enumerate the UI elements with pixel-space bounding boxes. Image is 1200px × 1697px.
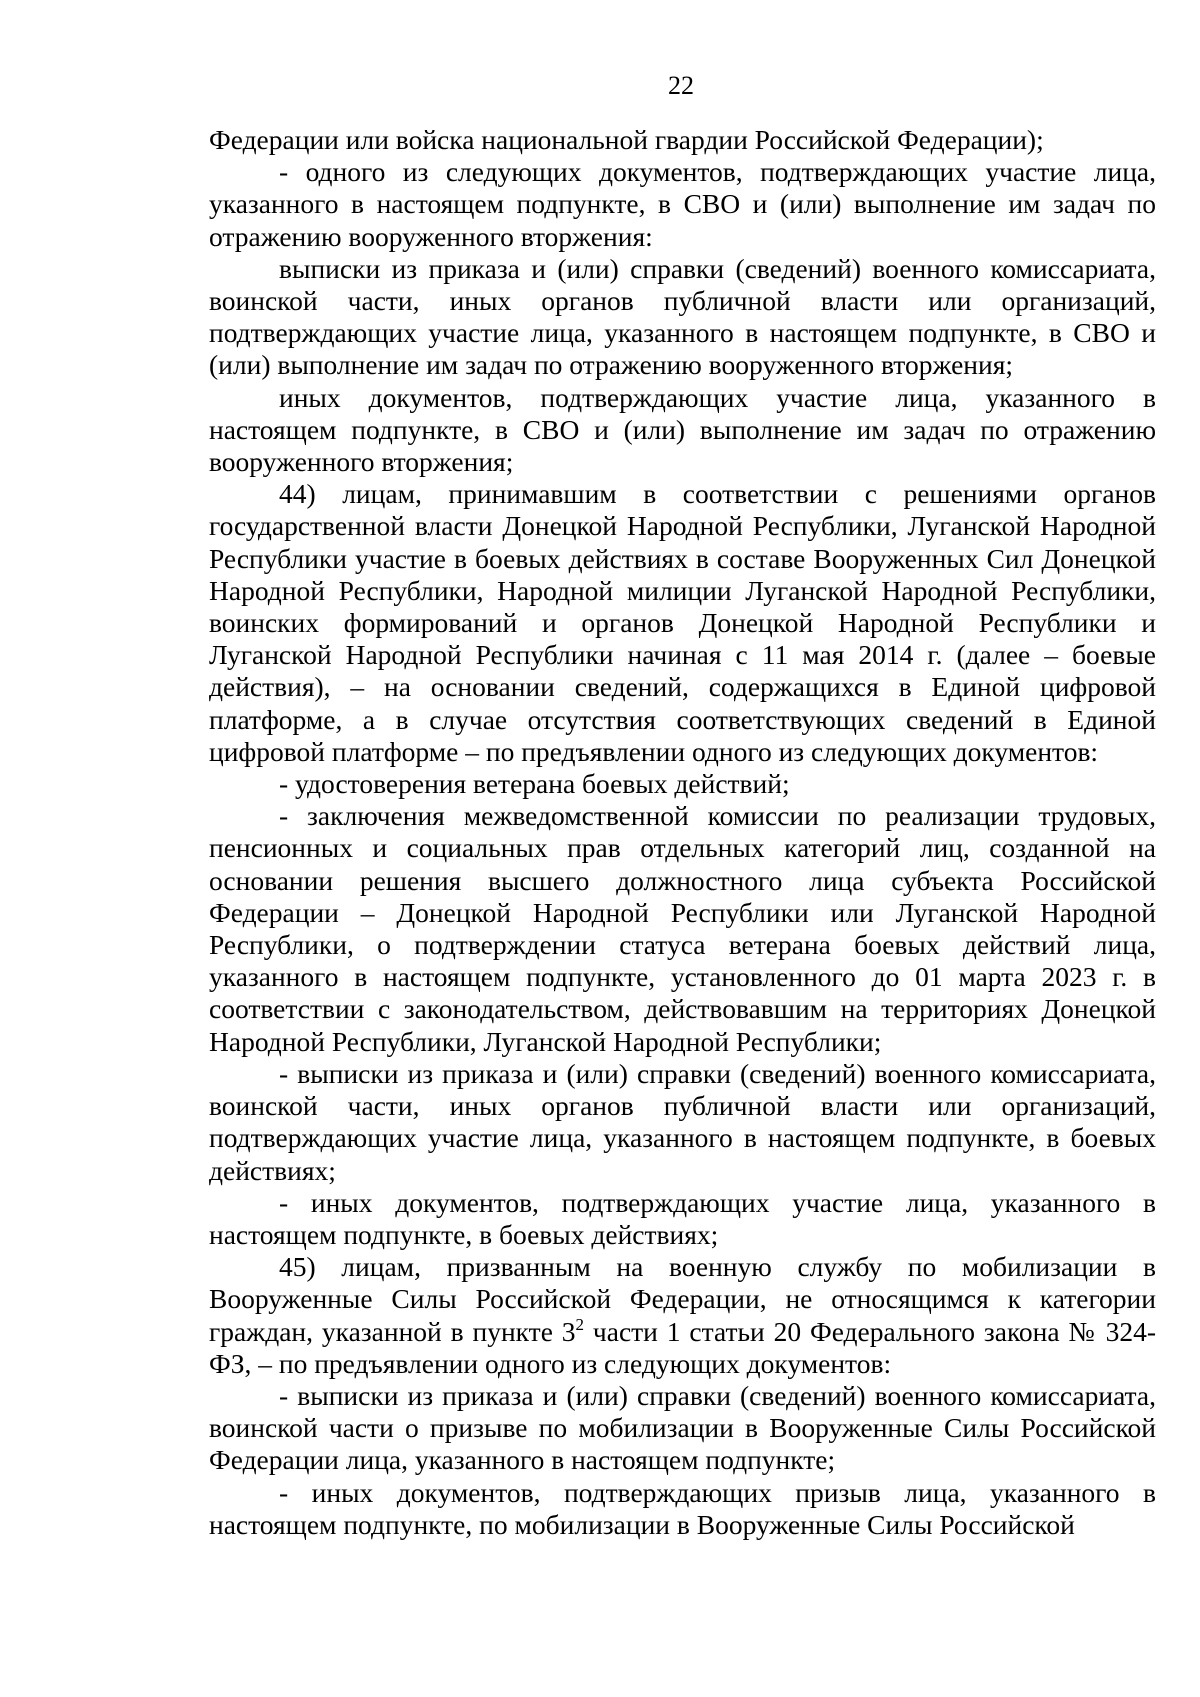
item-45-text-after: части 1 статьи 20 Федерального закона № 324-ФЗ, – по предъявлении одного из следующих документов: xyxy=(209,1315,1156,1379)
paragraph-other-documents-mobilization: - иных документов, подтверждающих призыв лица, указанного в настоящем подпункте, по мобилизации в Вооруженные Силы Российской xyxy=(209,1476,1156,1540)
document-body xyxy=(209,124,1156,1541)
page-number: 22 xyxy=(668,71,694,100)
paragraph-commission-conclusion: - заключения межведомственной комиссии по реализации трудовых, пенсионных и социальных прав отдельных категорий лиц, созданной на основании решения высшего должностного лица субъекта Российской Федерации – Донецкой Народной Республики или Луганской Народной Республики, о подтверждении статуса ветерана боевых действий лица, указанного в настоящем подпункте, установленного до 01 марта 2023 г. в соответствии с законодательством, действовавшим на территориях Донецкой Народной Республики, Луганской Народной Республики; xyxy=(209,800,1156,1057)
item-45-text-before: 45) лицам, призванным на военную службу по мобилизации в Вооруженные Силы Российской Федерации, не относящимся к категории граждан, указанной в пункте 3 xyxy=(209,1251,1156,1347)
paragraph-other-documents-combat: - иных документов, подтверждающих участие лица, указанного в настоящем подпункте, в боевых действиях; xyxy=(209,1186,1156,1250)
paragraph-item-45 xyxy=(209,1251,1156,1380)
paragraph-extracts: выписки из приказа и (или) справки (сведений) военного комиссариата, воинской части, иных органов публичной власти или организаций, подтверждающих участие лица, указанного в настоящем подпункте, в СВО и (или) выполнение им задач по отражению вооруженного вторжения; xyxy=(209,252,1156,381)
paragraph-other-documents: иных документов, подтверждающих участие лица, указанного в настоящем подпункте, в СВО и (или) выполнение им задач по отражению вооруженного вторжения; xyxy=(209,381,1156,478)
paragraph-extracts-mobilization: - выписки из приказа и (или) справки (сведений) военного комиссариата, воинской части о призыве по мобилизации в Вооруженные Силы Российской Федерации лица, указанного в настоящем подпункте; xyxy=(209,1379,1156,1476)
paragraph-veteran-certificate: - удостоверения ветерана боевых действий; xyxy=(279,768,790,800)
paragraph-item-44: 44) лицам, принимавшим в соответствии с решениями органов государственной власти Донецкой Народной Республики, Луганской Народной Республики участие в боевых действиях в составе Вооруженных Сил Донецкой Народной Республики, Народной милиции Луганской Народной Республики, воинских формирований и органов Донецкой Народной Республики и Луганской Народной Республики начиная с 11 мая 2014 г. (далее – боевые действия), – на основании сведений, содержащихся в Единой цифровой платформе, а в случае отсутствия соответствующих сведений в Единой цифровой платформе – по предъявлении одного из следующих документов: xyxy=(209,478,1156,767)
paragraph-extracts-combat: - выписки из приказа и (или) справки (сведений) военного комиссариата, воинской части, иных органов публичной власти или организаций, подтверждающих участие лица, указанного в настоящем подпункте, в боевых действиях; xyxy=(209,1057,1156,1186)
paragraph-bullet-documents: - одного из следующих документов, подтверждающих участие лица, указанного в настоящем подпункте, в СВО и (или) выполнение им задач по отражению вооруженного вторжения: xyxy=(209,156,1156,252)
item-45-superscript: 2 xyxy=(575,1314,585,1334)
paragraph-continuation: Федерации или войска национальной гвардии Российской Федерации); xyxy=(209,124,1044,155)
